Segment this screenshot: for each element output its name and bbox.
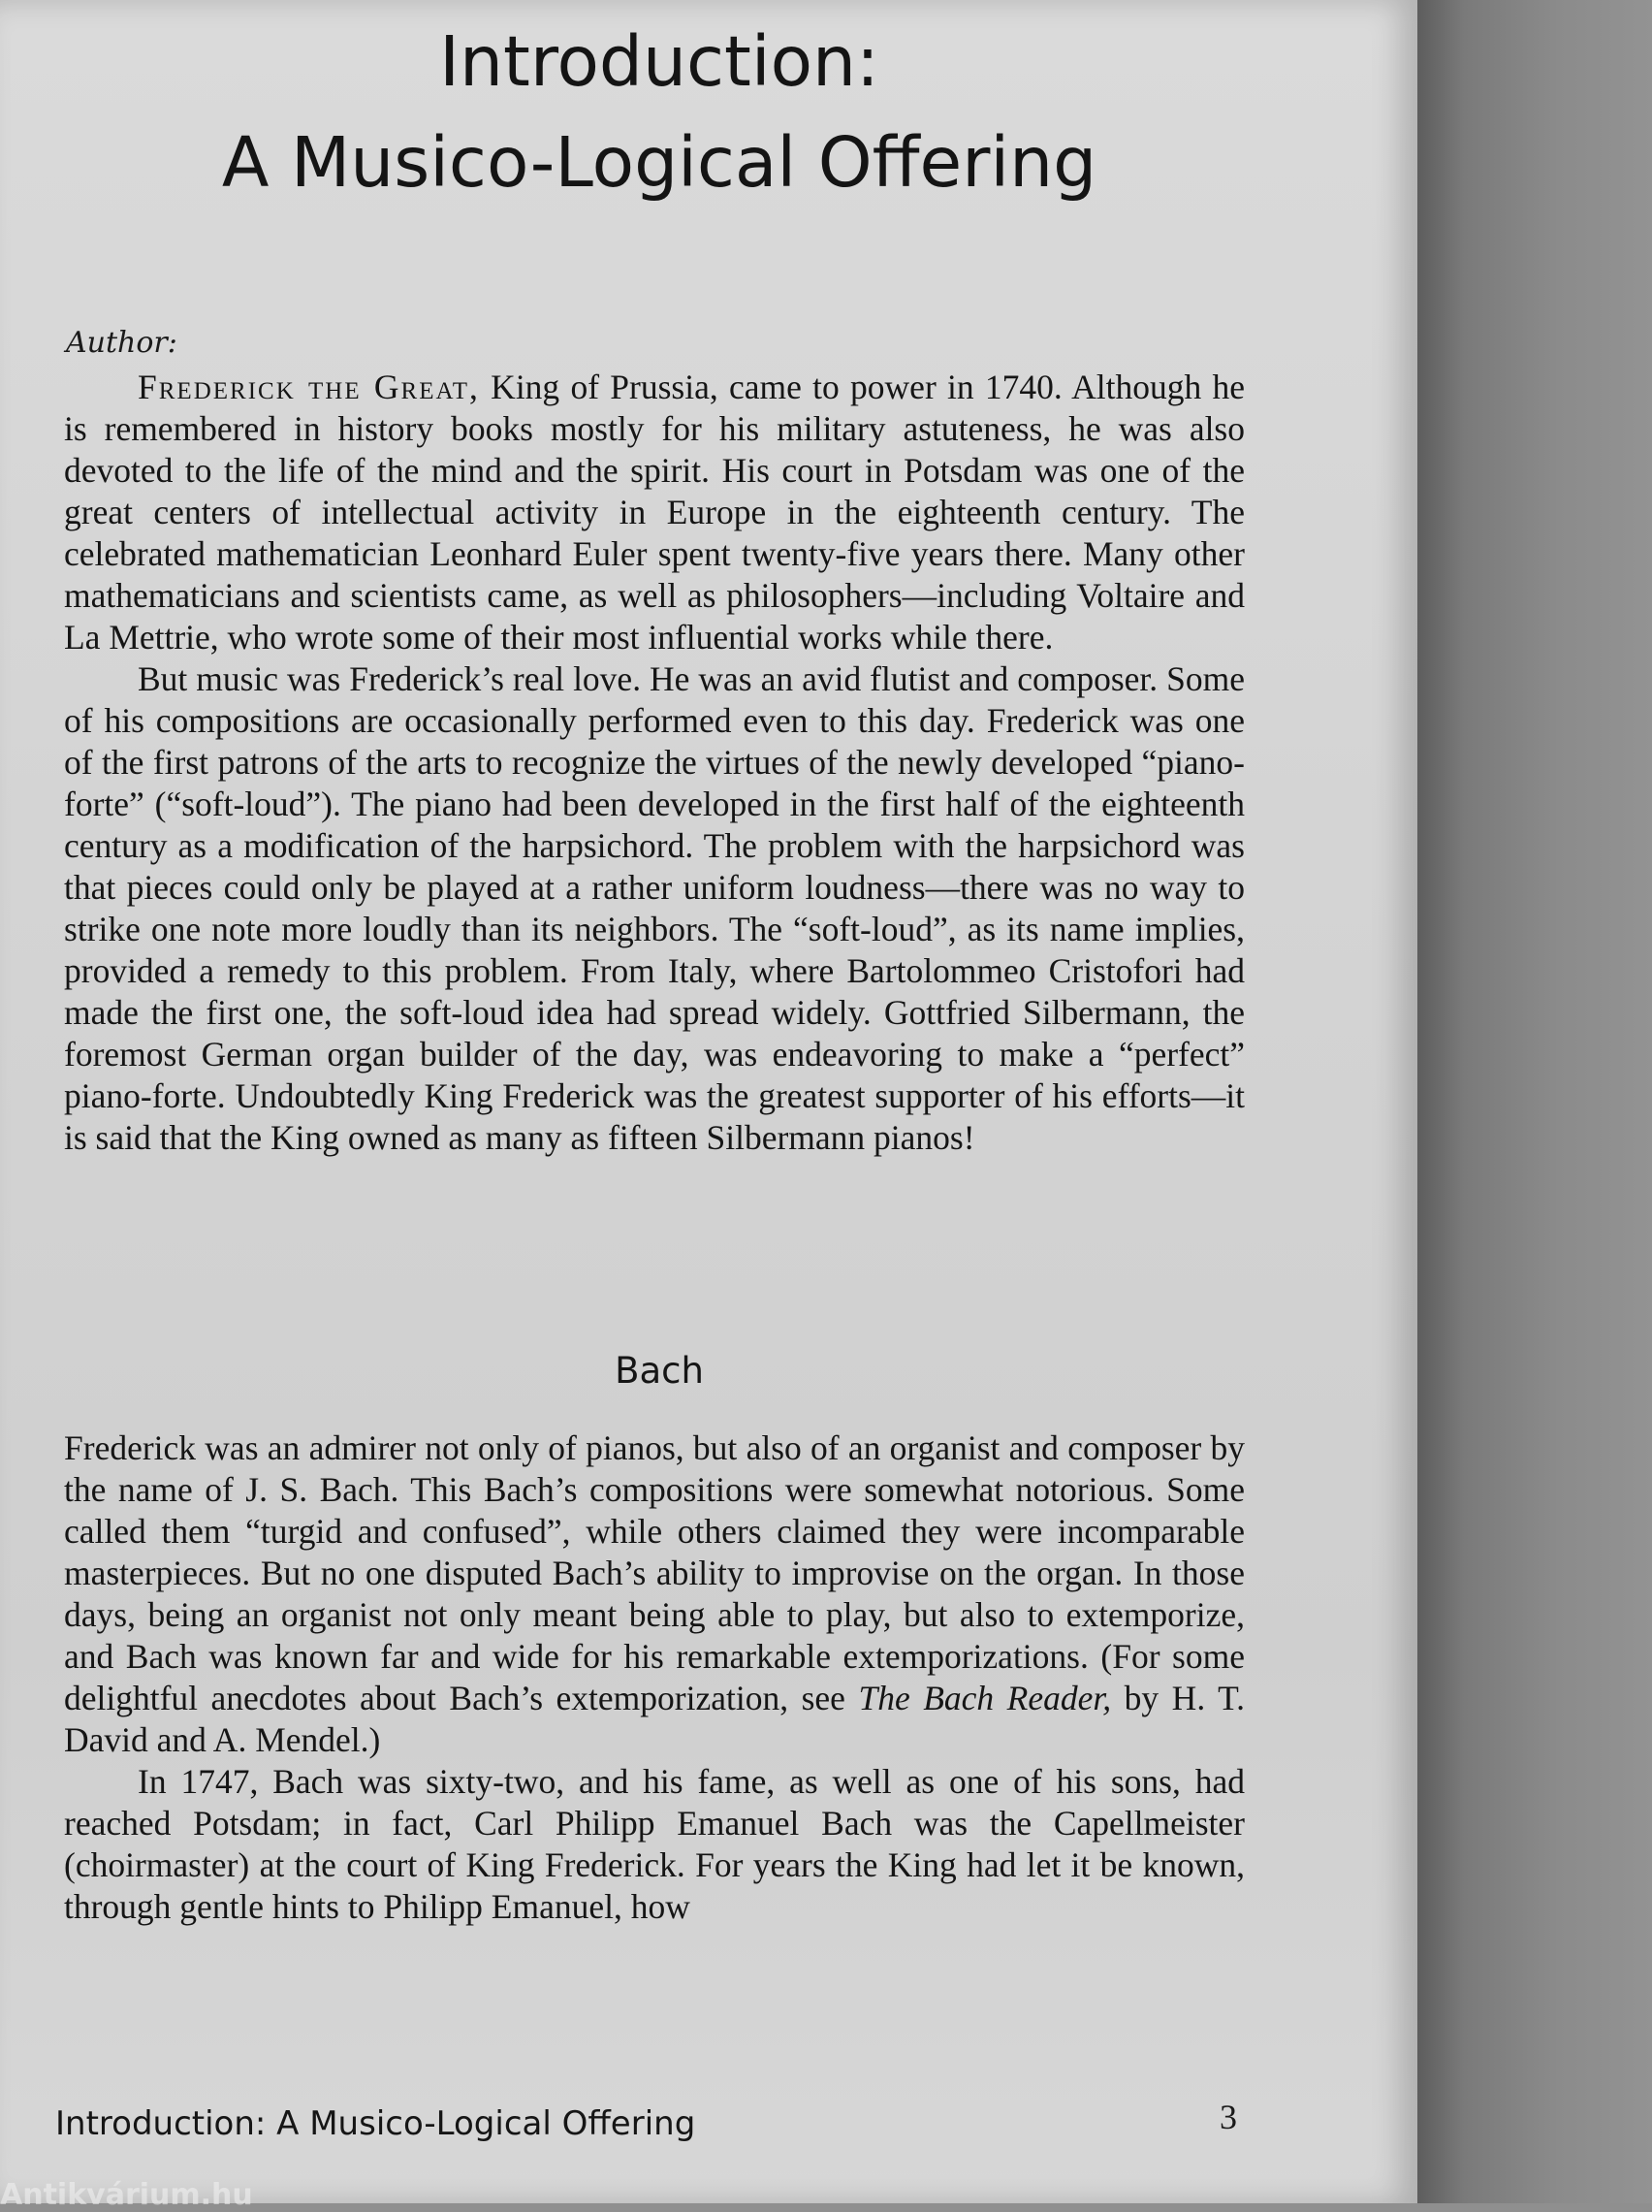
- paragraph-bach-admirer: [64, 1427, 1245, 1761]
- book-title-bach-reader: The Bach Reader,: [858, 1679, 1112, 1717]
- paragraph-frederick-text: King of Prussia, came to power in 1740. Although he is remembered in history books mostly for his military astuteness, he was also devoted to the life of the mind and the spirit. His court in Potsdam was one of the great centers of intellectual activity in Europe in the eighteenth century. The celebrated mathematician Leonhard Euler spent twenty-five years there. Many other mathematicians and scientists came, as well as philosophers—including Voltaire and La Mettrie, who wrote some of their most influential works while there.: [64, 368, 1245, 657]
- chapter-title-line-2: A Musico-Logical Offering: [221, 122, 1097, 203]
- author-label: Author:: [66, 326, 177, 360]
- running-footer-title: Introduction: A Musico-Logical Offering: [55, 2104, 696, 2143]
- paragraph-bach-text-b: by H. T. David and A. Mendel.): [64, 1679, 1245, 1759]
- section-heading-bach: Bach: [615, 1350, 704, 1392]
- facing-page-shadow: [1417, 0, 1652, 2203]
- intro-section: [64, 367, 1245, 1159]
- bach-section: [64, 1427, 1245, 1928]
- chapter-title-line-1: Introduction:: [439, 21, 879, 102]
- paragraph-music: But music was Frederick’s real love. He was an avid flutist and composer. Some of his compositions are occasionally performed even to this day. Frederick was one of the first patrons of the arts to recognize the virtues of the newly developed “piano-forte” (“soft-loud”). The piano had been developed in the first half of the eighteenth century as a modification of the harpsichord. The problem with the harpsichord was that pieces could only be played at a rather uniform loudness—there was no way to strike one note more loudly than its neighbors. The “soft-loud”, as its name implies, provided a remedy to this problem. From Italy, where Bartolommeo Cristofori had made the first one, the soft-loud idea had spread widely. Gottfried Silbermann, the foremost German organ builder of the day, was endeavoring to make a “perfect” piano-forte. Undoubtedly King Frederick was the greatest supporter of his efforts—it is said that the King owned as many as fifteen Silbermann pianos!: [64, 659, 1245, 1157]
- page-number: 3: [1220, 2098, 1237, 2136]
- watermark: Antikvárium.hu: [0, 2178, 253, 2212]
- frederick-smallcaps: Frederick the Great,: [138, 368, 480, 406]
- paragraph-bach-text-a: Frederick was an admirer not only of pianos, but also of an organist and composer by the name of J. S. Bach. This Bach’s compositions were somewhat notorious. Some called them “turgid and confused”, while others claimed they were incomparable masterpieces. But no one disputed Bach’s ability to improvise on the organ. In those days, being an organist not only meant being able to play, but also to extemporize, and Bach was known far and wide for his remarkable extemporizations. (For some delightful anecdotes about Bach’s extemporization, see: [64, 1428, 1245, 1717]
- paragraph-frederick: [64, 367, 1245, 658]
- paragraph-1747: In 1747, Bach was sixty-two, and his fame, as well as one of his sons, had reached Potsdam; in fact, Carl Philipp Emanuel Bach was the Capellmeister (choirmaster) at the court of King Frederick. For years the King had let it be known, through gentle hints to Philipp Emanuel, how: [64, 1762, 1245, 1926]
